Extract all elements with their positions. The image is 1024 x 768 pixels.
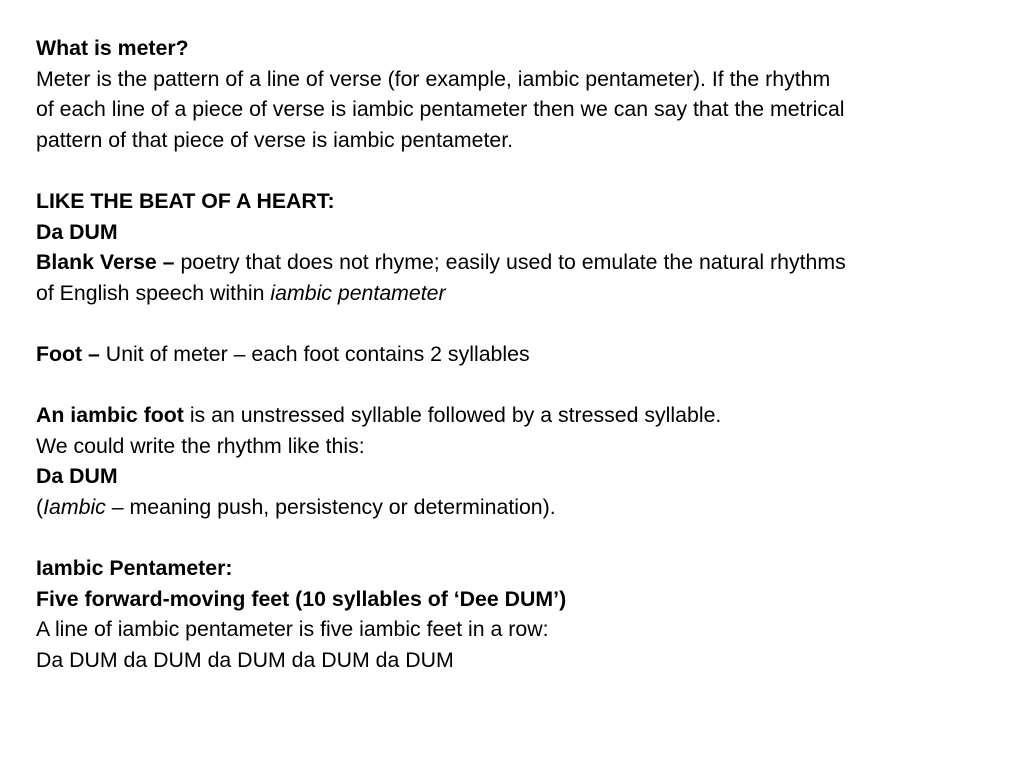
meter-definition-line-2: of each line of a piece of verse is iambic pentameter then we can say that the metrical (36, 97, 845, 122)
iambic-meaning-line (36, 492, 1016, 523)
iambic-meaning-rest: – meaning push, persistency or determination). (105, 494, 556, 519)
iambic-meaning-term: Iambic (43, 494, 106, 519)
spacer (36, 370, 1016, 401)
pentameter-example: Da DUM da DUM da DUM da DUM da DUM (36, 647, 454, 672)
meter-definition-line-1: Meter is the pattern of a line of verse (for example, iambic pentameter). If the rhythm (36, 66, 831, 91)
pentameter-heading: Iambic Pentameter: (36, 556, 233, 581)
foot-definition: Unit of meter – each foot contains 2 syllables (99, 341, 530, 366)
foot-line (36, 339, 1016, 370)
rhythm-da-dum: Da DUM (36, 464, 118, 489)
pentameter-description: A line of iambic pentameter is five iambic feet in a row: (36, 617, 549, 642)
blank-verse-iambic-pentameter: iambic pentameter (270, 280, 446, 305)
slide-content (36, 33, 1016, 675)
foot-term: Foot – (36, 341, 100, 366)
meter-definition-line-3: pattern of that piece of verse is iambic pentameter. (36, 127, 514, 152)
spacer (36, 155, 1016, 186)
iambic-foot-term: An iambic foot (36, 403, 184, 428)
iambic-meaning-open: ( (36, 494, 44, 519)
rhythm-intro: We could write the rhythm like this: (36, 433, 365, 458)
pentameter-subheading: Five forward-moving feet (10 syllables of ‘Dee DUM’) (36, 586, 567, 611)
heart-heading: LIKE THE BEAT OF A HEART: (36, 188, 335, 213)
blank-verse-definition-cont: of English speech within (36, 280, 271, 305)
blank-verse-line-1 (36, 247, 1016, 278)
heart-da-dum: Da DUM (36, 219, 118, 244)
iambic-foot-definition: is an unstressed syllable followed by a stressed syllable. (183, 403, 722, 428)
spacer (36, 523, 1016, 554)
meter-heading: What is meter? (36, 36, 189, 60)
blank-verse-line-2 (36, 278, 1016, 309)
spacer (36, 308, 1016, 339)
blank-verse-term: Blank Verse – (36, 250, 175, 275)
blank-verse-definition: poetry that does not rhyme; easily used to emulate the natural rhythms (174, 250, 846, 275)
iambic-foot-line (36, 400, 1016, 431)
